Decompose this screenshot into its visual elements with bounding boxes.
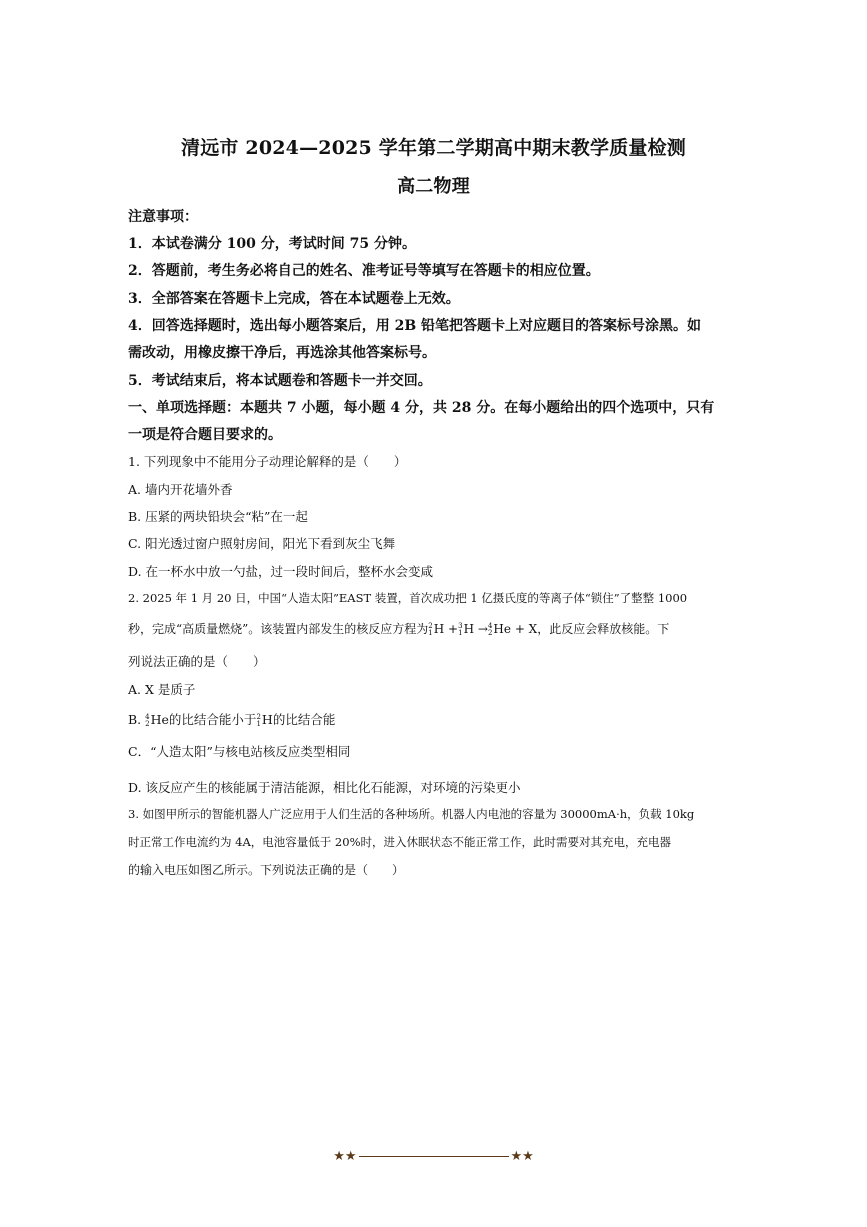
question-1-option-b: B. 压紧的两块铅块会“粘”在一起 xyxy=(128,509,308,524)
question-2-option-d: D. 该反应产生的核能属于清洁能源，相比化石能源，对环境的污染更小 xyxy=(128,780,521,795)
page-footer xyxy=(0,1150,867,1163)
nuclide-h-2: H xyxy=(433,622,445,636)
question-1-option-c: C. 阳光透过窗户照射房间，阳光下看到灰尘飞舞 xyxy=(128,536,396,551)
eq-plus: + xyxy=(448,622,459,636)
question-2-option-b: B. 4 2 He的比结合能小于 2 1 H的比结合能 xyxy=(128,712,336,728)
q2-stem-part1: 秒，完成“高质量燃烧”。该装置内部发生的核反应方程为 xyxy=(128,622,429,636)
notice-item-2: 2．答题前，考生务必将自己的姓名、准考证号等填写在答题卡的相应位置。 xyxy=(128,263,600,279)
footer-stars-left: ★★ xyxy=(333,1149,357,1164)
exam-subject: 高二物理 xyxy=(397,176,470,197)
question-1-stem: 1. 下列现象中不能用分子动理论解释的是（ ） xyxy=(128,454,407,469)
notice-item-4-cont: 需改动，用橡皮擦干净后，再选涂其他答案标号。 xyxy=(128,345,436,361)
nuclide-h-3: H xyxy=(463,622,475,636)
question-3-stem-line3: 的输入电压如图乙所示。下列说法正确的是（ ） xyxy=(128,863,405,877)
question-1-option-d: D. 在一杯水中放一勺盐，过一段时间后，整杯水会变咸 xyxy=(128,564,434,579)
eq-arrow: → xyxy=(477,622,488,636)
notice-item-5: 5．考试结束后，将本试题卷和答题卡一并交回。 xyxy=(128,373,432,389)
notice-item-3: 3．全部答案在答题卡上完成，答在本试题卷上无效。 xyxy=(128,291,460,307)
q2-stem-part2: ，此反应会释放核能。下 xyxy=(537,622,670,636)
footer-rule xyxy=(359,1156,509,1157)
notice-item-1: 1．本试卷满分 100 分，考试时间 75 分钟。 xyxy=(128,236,416,252)
question-2-stem-line2: 秒，完成“高质量燃烧”。该装置内部发生的核反应方程为 2 1 H + 3 1 H → 4 2 He + X，此反应会释放核能。下 xyxy=(128,621,670,637)
question-2-stem-line1: 2. 2025 年 1 月 20 日，中国“人造太阳”EAST 装置，首次成功把 1 亿摄氏度的等离子体“锁住”了整整 1000 xyxy=(128,591,688,605)
eq-tail: + X xyxy=(514,622,538,636)
question-2-stem-line3: 列说法正确的是（ ） xyxy=(128,654,266,669)
question-3-stem-line1: 3. 如图甲所示的智能机器人广泛应用于人们生活的各种场所。机器人内电池的容量为 30000mA·h，负载 10kg xyxy=(128,807,695,821)
question-2-option-a: A. X 是质子 xyxy=(128,682,196,697)
question-3-stem-line2: 时正常工作电流约为 4A，电池容量低于 20%时，进入休眠状态不能正常工作，此时需要对其充电，充电器 xyxy=(128,835,671,849)
section-heading: 一、单项选择题：本题共 7 小题，每小题 4 分，共 28 分。在每小题给出的四个选项中，只有 xyxy=(128,400,715,416)
footer-stars-right: ★★ xyxy=(510,1149,534,1164)
question-2-option-c: C．“人造太阳”与核电站核反应类型相同 xyxy=(128,744,351,759)
notice-heading: 注意事项： xyxy=(128,209,198,225)
section-heading-cont: 一项是符合题目要求的。 xyxy=(128,427,282,443)
nuclide-he-4: He xyxy=(493,622,511,636)
notice-item-4: 4．回答选择题时，选出每小题答案后，用 2B 铅笔把答题卡上对应题目的答案标号涂黑。如 xyxy=(128,318,702,334)
question-1-option-a: A. 墙内开花墙外香 xyxy=(128,482,233,497)
nuclide-he: He xyxy=(150,712,169,727)
exam-title: 清远市 2024—2025 学年第二学期高中期末教学质量检测 xyxy=(181,137,686,159)
nuclide-h: H xyxy=(261,712,273,727)
